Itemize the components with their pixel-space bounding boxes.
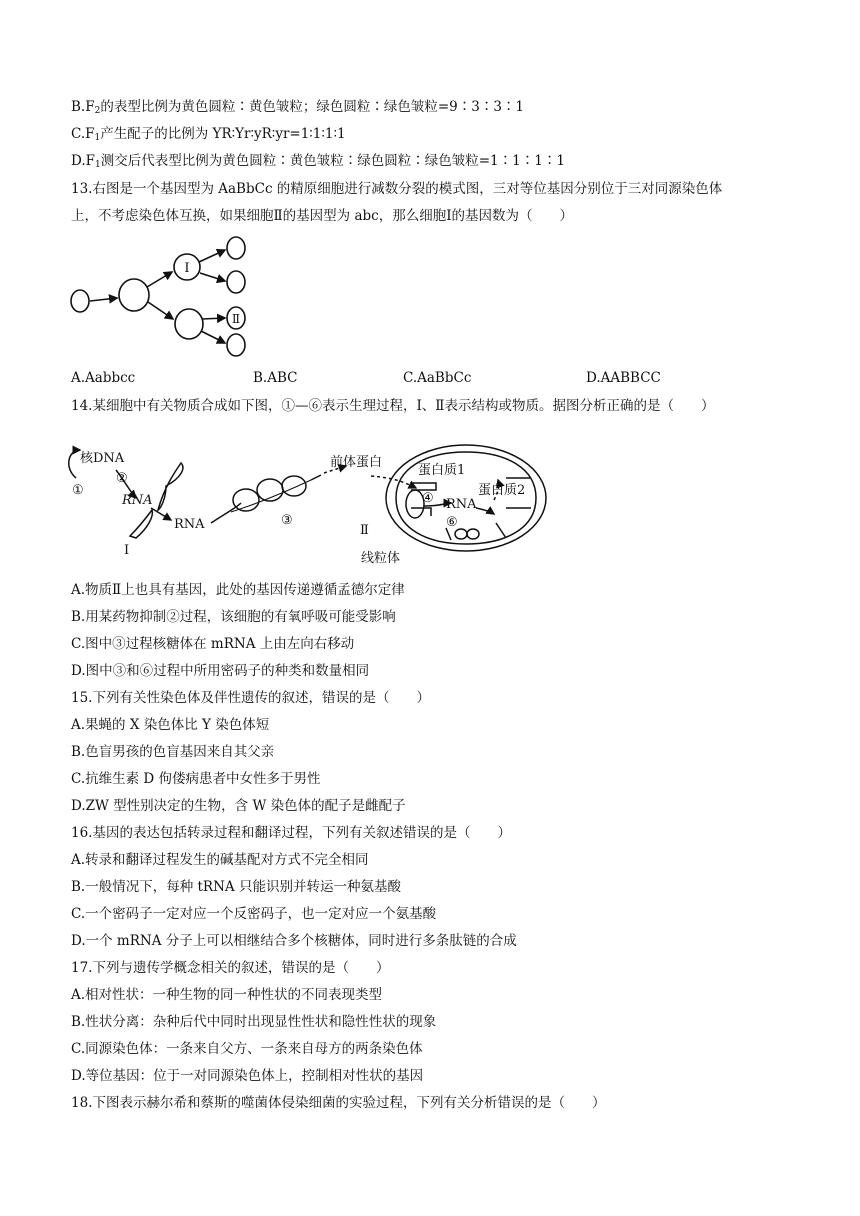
step-3-label: ③ bbox=[281, 513, 293, 528]
q16-option-b: B.一般情况下，每种 tRNA 只能识别并转运一种氨基酸 bbox=[71, 879, 401, 895]
step-2-label: ② bbox=[116, 471, 128, 486]
q16-option-c: C.一个密码子一定对应一个反密码子，也一定对应一个氨基酸 bbox=[71, 906, 437, 922]
q14-option-c: C.图中③过程核糖体在 mRNA 上由左向右移动 bbox=[71, 636, 355, 652]
q13-options bbox=[71, 370, 771, 388]
structure-I-label: Ⅰ bbox=[124, 543, 130, 558]
q12-option-d-text: 测交后代表型比例为黄色圆粒∶黄色皱粒∶绿色圆粒∶绿色皱粒=1∶1∶1∶1 bbox=[100, 153, 565, 169]
q17-option-c: C.同源染色体：一条来自父方、一条来自母方的两条染色体 bbox=[71, 1041, 423, 1057]
q12-option-c bbox=[71, 125, 346, 147]
q14-option-d: D.图中③和⑥过程中所用密码子的种类和数量相同 bbox=[71, 663, 370, 679]
mitochondrion-label: 线粒体 bbox=[361, 551, 401, 566]
ribosome-3 bbox=[282, 476, 306, 496]
rna-1-label: RNA bbox=[122, 493, 153, 508]
cell-I-label: Ⅰ bbox=[184, 261, 190, 276]
q13-stem-line-2: 上，不考虑染色体互换，如果细胞Ⅱ的基因型为 abc，那么细胞Ⅰ的基因数为（ ） bbox=[71, 208, 574, 224]
q12-option-b bbox=[71, 98, 524, 120]
q12-option-d-subscript: 1 bbox=[95, 160, 101, 170]
q12-option-c-prefix: C.F bbox=[71, 126, 95, 142]
q13-meiosis-diagram bbox=[64, 232, 264, 362]
q17-option-a: A.相对性状：一种生物的同一种性状的不同表现类型 bbox=[71, 987, 383, 1003]
q13-option-c: C.AaBbCc bbox=[403, 370, 472, 386]
q15-option-a: A.果蝇的 X 染色体比 Y 染色体短 bbox=[71, 717, 270, 733]
q12-option-c-subscript: 1 bbox=[94, 133, 101, 143]
replication-loop-arrow bbox=[69, 450, 80, 478]
structure-I-lower bbox=[130, 510, 152, 538]
structure-I bbox=[158, 463, 183, 510]
q14-option-a: A.物质Ⅱ上也具有基因，此处的基因传递遵循孟德尔定律 bbox=[71, 582, 405, 598]
step-6-label: ⑥ bbox=[446, 515, 458, 530]
q12-option-b-subscript: 2 bbox=[94, 106, 101, 116]
spermatid-2 bbox=[227, 271, 245, 293]
q15-option-d: D.ZW 型性别决定的生物，含 W 染色体的配子是雌配子 bbox=[71, 798, 406, 814]
protein-2-label: 蛋白质2 bbox=[478, 483, 526, 498]
step-1-label: ① bbox=[72, 483, 84, 498]
q14-protein-synthesis-diagram bbox=[66, 428, 556, 568]
ribosome-1 bbox=[233, 489, 259, 511]
nuclear-dna-label: 核DNA bbox=[80, 451, 125, 466]
q12-option-b-text: 的表型比例为黄色圆粒∶黄色皱粒；绿色圆粒∶绿色皱粒=9∶3∶3∶1 bbox=[100, 99, 524, 115]
q13-option-a: A.Aabbcc bbox=[71, 370, 136, 386]
primary-spermatocyte-cell bbox=[119, 279, 149, 311]
q13-stem-line-1: 13.右图是一个基因型为 AaBbCc 的精原细胞进行减数分裂的模式图，三对等位基因分别位于三对同源染色体 bbox=[71, 181, 723, 197]
q16-option-d: D.一个 mRNA 分子上可以相继结合多个核糖体，同时进行多条肽链的合成 bbox=[71, 933, 517, 949]
spermatogonium-cell bbox=[71, 290, 89, 312]
q15-stem: 15.下列有关性染色体及伴性遗传的叙述，错误的是（ ） bbox=[71, 690, 430, 706]
q17-stem: 17.下列与遗传学概念相关的叙述，错误的是（ ） bbox=[71, 960, 390, 976]
q17-option-b: B.性状分离：杂种后代中同时出现显性性状和隐性性状的现象 bbox=[71, 1014, 437, 1030]
rna-2-label: RNA bbox=[174, 517, 205, 532]
q14-option-b: B.用某药物抑制②过程，该细胞的有氧呼吸可能受影响 bbox=[71, 609, 396, 625]
q16-stem: 16.基因的表达包括转录过程和翻译过程，下列有关叙述错误的是（ ） bbox=[71, 825, 511, 841]
mitochondrial-dna-II-label: Ⅱ bbox=[360, 523, 369, 538]
q12-option-b-prefix: B.F bbox=[71, 99, 95, 115]
q17-option-d: D.等位基因：位于一对同源染色体上，控制相对性状的基因 bbox=[71, 1068, 424, 1084]
q12-option-c-text: 产生配子的比例为 YR∶Yr∶yR∶yr=1∶1∶1∶1 bbox=[100, 126, 346, 142]
cell-secondary-lower bbox=[175, 309, 203, 339]
protein-1-label: 蛋白质1 bbox=[418, 463, 466, 478]
precursor-protein-label: 前体蛋白 bbox=[330, 455, 383, 470]
step-4-label: ④ bbox=[422, 491, 434, 506]
q12-option-d bbox=[71, 152, 565, 174]
q14-stem: 14.某细胞中有关物质合成如下图，①—⑥表示生理过程，Ⅰ、Ⅱ表示结构或物质。据图分析正确的是（ ） bbox=[71, 398, 715, 414]
q13-option-b: B.ABC bbox=[253, 370, 298, 386]
q13-option-d: D.AABBCC bbox=[586, 370, 661, 386]
spermatid-1 bbox=[227, 237, 245, 259]
q15-option-b: B.色盲男孩的色盲基因来自其父亲 bbox=[71, 744, 275, 760]
spermatid-4 bbox=[227, 334, 245, 356]
q18-stem: 18.下图表示赫尔希和蔡斯的噬菌体侵染细菌的实验过程，下列有关分析错误的是（ ） bbox=[71, 1095, 606, 1111]
q16-option-a: A.转录和翻译过程发生的碱基配对方式不完全相同 bbox=[71, 852, 369, 868]
rna-3-label: RNA bbox=[446, 497, 477, 512]
q15-option-c: C.抗维生素 D 佝偻病患者中女性多于男性 bbox=[71, 771, 321, 787]
cell-II-label: Ⅱ bbox=[231, 312, 241, 326]
q12-option-d-prefix: D.F bbox=[71, 153, 96, 169]
